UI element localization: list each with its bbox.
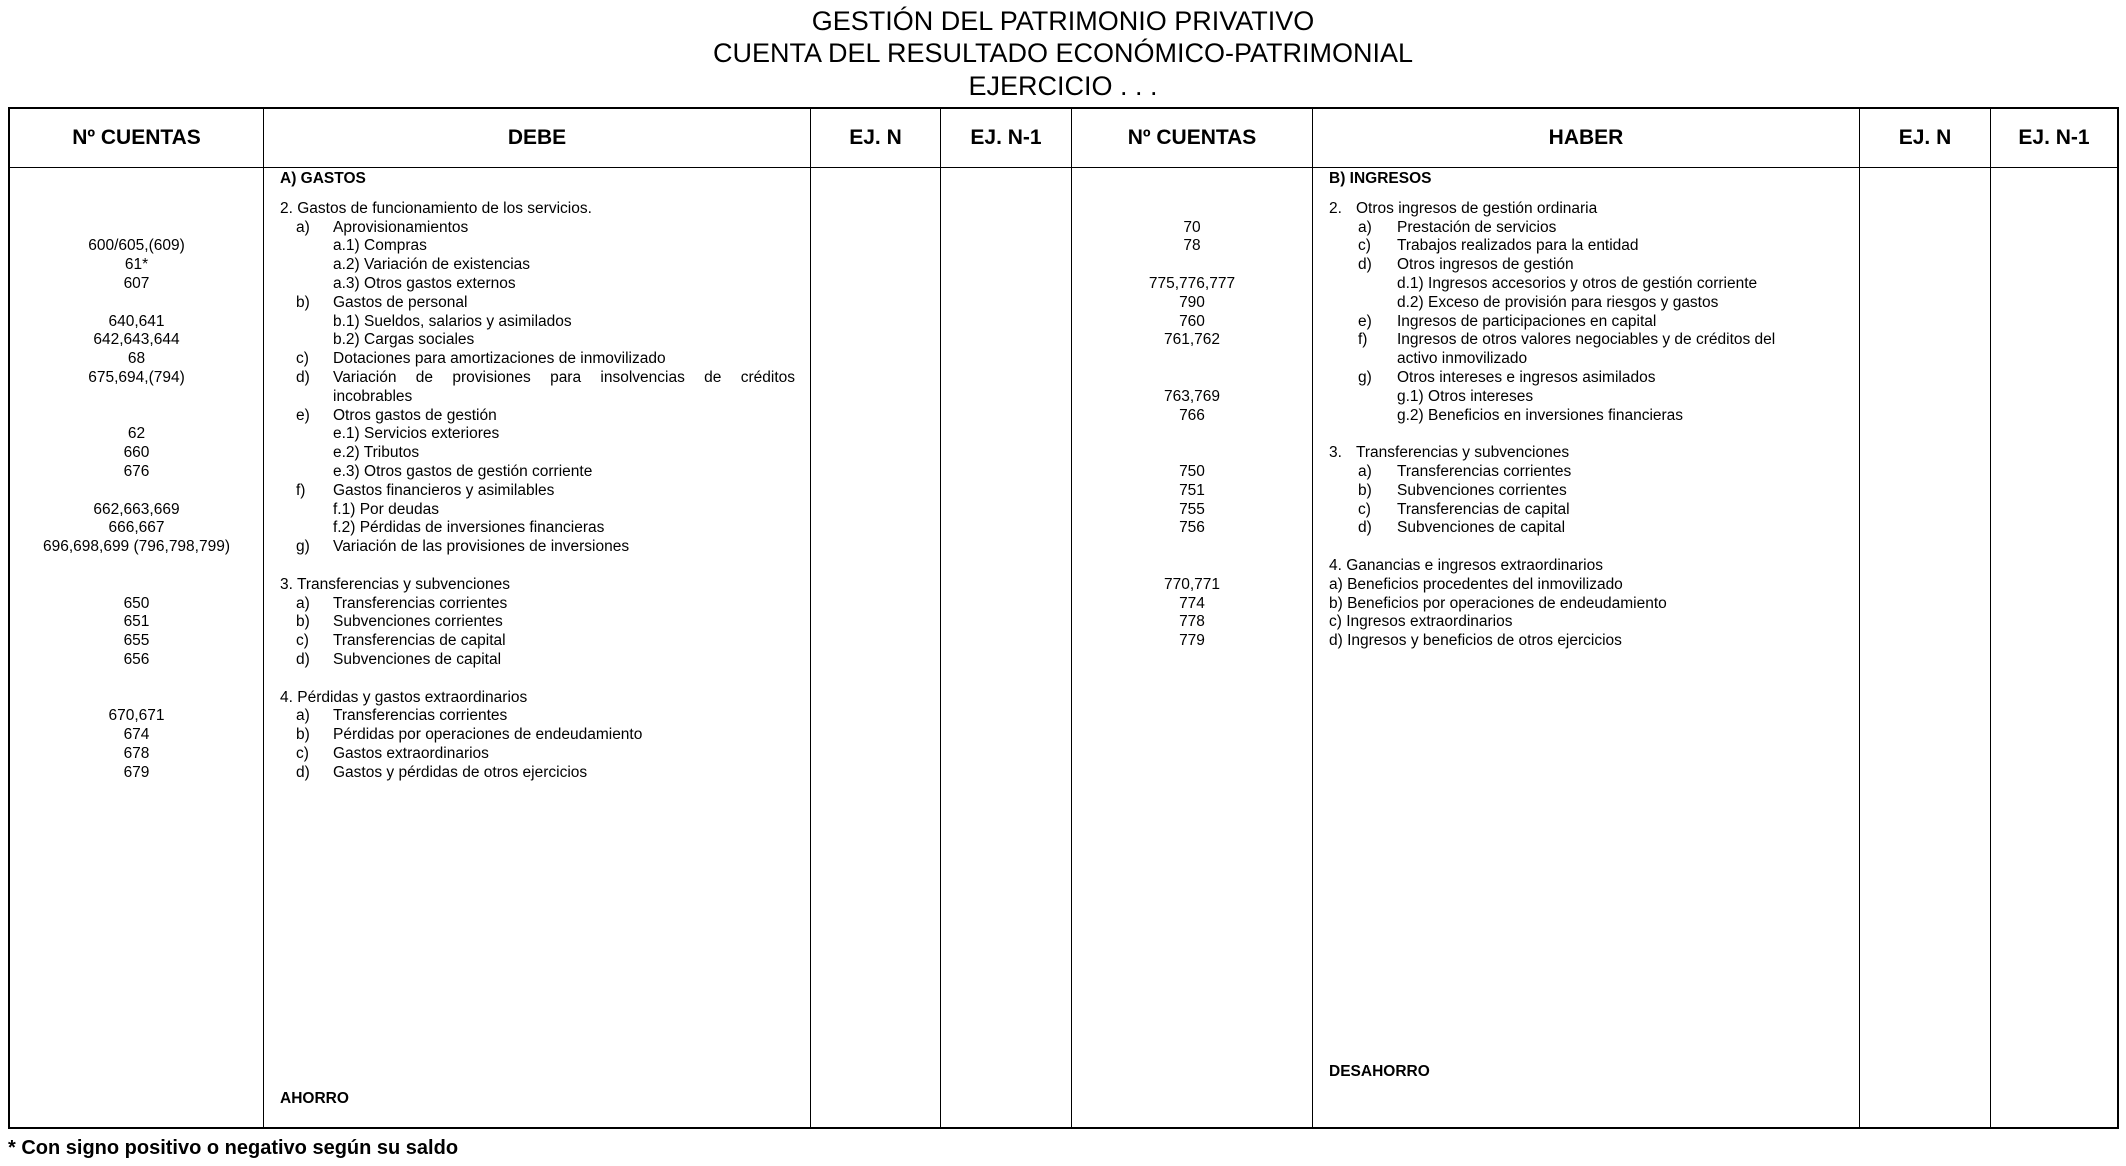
- haber-line-item: g.2) Beneficios en inversiones financieras: [1397, 406, 1684, 424]
- debe-line-item: 4. Pérdidas y gastos extraordinarios: [280, 688, 528, 706]
- debe-account-code: 68: [127, 350, 146, 368]
- haber-account-code: 775,776,777: [1148, 275, 1236, 292]
- haber-line-item: Subvenciones corrientes: [1397, 481, 1567, 499]
- debe-item-marker: b): [296, 726, 310, 744]
- debe-line-item: Pérdidas por operaciones de endeudamiento: [333, 726, 643, 744]
- debe-item-marker: c): [296, 745, 309, 762]
- haber-account-code: 70: [1183, 218, 1201, 236]
- debe-line-item: f.2) Pérdidas de inversiones financieras: [333, 519, 605, 537]
- haber-line-item: Otros ingresos de gestión ordinaria: [1356, 199, 1598, 217]
- debe-account-code: 662,663,669: [93, 500, 180, 518]
- haber-line-item: Ingresos de otros valores negociables y de créditos del: [1397, 331, 1776, 349]
- haber-account-code: 751: [1179, 481, 1205, 499]
- debe-account-code: 678: [123, 745, 150, 762]
- debe-line-item: b.1) Sueldos, salarios y asimilados: [333, 312, 572, 330]
- debe-account-code: 655: [123, 632, 150, 650]
- haber-account-code: 766: [1179, 406, 1205, 424]
- debe-account-code: 660: [123, 444, 150, 462]
- debe-account-code: 676: [123, 463, 150, 480]
- debe-account-code: 640,641: [108, 312, 165, 330]
- haber-line-item: Otros ingresos de gestión: [1397, 256, 1574, 274]
- header-ej-n-haber: EJ. N: [1898, 126, 1952, 149]
- haber-line-item: Otros intereses e ingresos asimilados: [1397, 369, 1656, 386]
- haber-line-item: Prestación de servicios: [1397, 218, 1557, 236]
- debe-line-item: Variación de las provisiones de inversiones: [333, 538, 630, 556]
- debe-line-item: Gastos de personal: [333, 293, 468, 311]
- header-cuentas-haber: Nº CUENTAS: [1127, 126, 1257, 149]
- header-haber: HABER: [1548, 126, 1624, 149]
- header-divider: [8, 167, 2119, 168]
- debe-item-marker: a): [296, 707, 310, 725]
- haber-line-item: c) Ingresos extraordinarios: [1329, 613, 1513, 631]
- debe-line-item: 3. Transferencias y subvenciones: [280, 575, 511, 593]
- debe-account-code: 607: [123, 275, 150, 292]
- haber-line-item: Trabajos realizados para la entidad: [1397, 237, 1639, 255]
- haber-line-item: d.1) Ingresos accesorios y otros de gestión corriente: [1397, 275, 1758, 292]
- haber-line-item: activo inmovilizado: [1397, 350, 1528, 368]
- haber-account-code: 770,771: [1163, 575, 1221, 593]
- debe-item-marker: b): [296, 613, 310, 631]
- debe-section-title: A) GASTOS: [280, 170, 366, 187]
- haber-item-marker: b): [1358, 481, 1372, 499]
- haber-line-item: Transferencias y subvenciones: [1356, 444, 1570, 462]
- header-ej-n1-haber: EJ. N-1: [2018, 126, 2090, 149]
- debe-item-marker: d): [296, 651, 310, 668]
- debe-line-item: Subvenciones de capital: [333, 651, 502, 668]
- debe-item-marker: f): [296, 481, 306, 499]
- haber-item-marker: 2.: [1329, 199, 1342, 217]
- debe-line-item: Gastos extraordinarios: [333, 745, 489, 762]
- debe-line-item: Transferencias corrientes: [333, 707, 508, 725]
- debe-account-code: 674: [123, 726, 150, 744]
- column-divider: [1312, 107, 1313, 1129]
- doc-period: EJERCICIO . . .: [968, 71, 1158, 101]
- column-divider: [1859, 107, 1860, 1129]
- debe-line-item: Variación de provisiones para insolvencias de créditos: [333, 369, 795, 386]
- debe-line-item: b.2) Cargas sociales: [333, 331, 475, 349]
- debe-item-marker: b): [296, 293, 310, 311]
- haber-account-code: 78: [1183, 237, 1201, 255]
- haber-account-code: 779: [1179, 632, 1205, 650]
- debe-account-code: 651: [123, 613, 150, 631]
- haber-account-code: 778: [1179, 613, 1205, 631]
- debe-line-item: 2. Gastos de funcionamiento de los servicios.: [280, 199, 592, 217]
- haber-line-item: b) Beneficios por operaciones de endeudamiento: [1329, 594, 1667, 612]
- debe-line-item: Subvenciones corrientes: [333, 613, 503, 631]
- doc-subtitle: CUENTA DEL RESULTADO ECONÓMICO-PATRIMONIAL: [712, 38, 1414, 68]
- column-divider: [940, 107, 941, 1129]
- haber-item-marker: e): [1358, 312, 1372, 330]
- debe-line-item: a.3) Otros gastos externos: [333, 275, 516, 292]
- debe-account-code: 675,694,(794): [88, 369, 185, 386]
- haber-account-code: 750: [1179, 463, 1205, 480]
- debe-item-marker: d): [296, 369, 310, 386]
- ahorro-label: AHORRO: [280, 1090, 349, 1107]
- debe-account-code: 61*: [124, 256, 149, 274]
- debe-account-code: 62: [127, 425, 146, 443]
- debe-account-code: 656: [123, 651, 150, 668]
- haber-line-item: d) Ingresos y beneficios de otros ejercicios: [1329, 632, 1622, 650]
- haber-item-marker: a): [1358, 218, 1372, 236]
- debe-item-marker: e): [296, 406, 310, 424]
- debe-account-code: 642,643,644: [93, 331, 180, 349]
- debe-line-item: a.1) Compras: [333, 237, 427, 255]
- debe-item-marker: a): [296, 218, 310, 236]
- haber-item-marker: 3.: [1329, 444, 1342, 462]
- header-debe: DEBE: [507, 126, 567, 149]
- haber-item-marker: a): [1358, 463, 1372, 480]
- account-table: [8, 107, 2119, 1129]
- debe-account-code: 666,667: [108, 519, 165, 537]
- debe-line-item: Gastos y pérdidas de otros ejercicios: [333, 763, 588, 781]
- haber-line-item: Transferencias de capital: [1397, 500, 1570, 518]
- debe-line-item: Dotaciones para amortizaciones de inmovilizado: [333, 350, 666, 368]
- haber-account-code: 755: [1179, 500, 1205, 518]
- debe-line-item: Transferencias corrientes: [333, 594, 508, 612]
- haber-account-code: 760: [1179, 312, 1205, 330]
- haber-item-marker: g): [1358, 369, 1372, 386]
- debe-line-item: Gastos financieros y asimilables: [333, 481, 555, 499]
- debe-item-marker: d): [296, 763, 310, 781]
- haber-item-marker: f): [1358, 331, 1368, 349]
- haber-line-item: Subvenciones de capital: [1397, 519, 1566, 537]
- debe-item-marker: g): [296, 538, 310, 556]
- debe-line-item: e.1) Servicios exteriores: [333, 425, 500, 443]
- debe-line-item: Otros gastos de gestión: [333, 406, 497, 424]
- debe-item-marker: c): [296, 350, 309, 368]
- haber-item-marker: c): [1358, 500, 1371, 518]
- haber-item-marker: d): [1358, 519, 1372, 537]
- debe-line-item: Transferencias de capital: [333, 632, 506, 650]
- header-cuentas-debe: Nº CUENTAS: [72, 126, 201, 149]
- debe-account-code: 650: [123, 594, 150, 612]
- header-ej-n-debe: EJ. N: [849, 126, 902, 149]
- haber-account-code: 763,769: [1163, 387, 1221, 405]
- footnote: * Con signo positivo o negativo según su saldo: [8, 1137, 459, 1159]
- haber-account-code: 790: [1179, 293, 1205, 311]
- haber-line-item: g.1) Otros intereses: [1397, 387, 1534, 405]
- debe-item-marker: c): [296, 632, 309, 650]
- haber-line-item: 4. Ganancias e ingresos extraordinarios: [1329, 557, 1603, 574]
- debe-account-code: 696,698,699 (796,798,799): [42, 538, 231, 556]
- haber-item-marker: c): [1358, 237, 1371, 255]
- doc-title: GESTIÓN DEL PATRIMONIO PRIVATIVO: [811, 6, 1315, 36]
- haber-line-item: d.2) Exceso de provisión para riesgos y gastos: [1397, 293, 1719, 311]
- debe-account-code: 600/605,(609): [88, 237, 185, 255]
- haber-section-title: B) INGRESOS: [1329, 170, 1432, 187]
- column-divider: [810, 107, 811, 1129]
- debe-line-item: e.2) Tributos: [333, 444, 420, 462]
- haber-line-item: Ingresos de participaciones en capital: [1397, 312, 1657, 330]
- debe-line-item: Aprovisionamientos: [333, 218, 469, 236]
- column-divider: [263, 107, 264, 1129]
- haber-account-code: 761,762: [1163, 331, 1221, 349]
- debe-line-item: e.3) Otros gastos de gestión corriente: [333, 463, 593, 480]
- debe-line-item: incobrables: [333, 387, 413, 405]
- debe-item-marker: a): [296, 594, 310, 612]
- debe-line-item: f.1) Por deudas: [333, 500, 439, 518]
- desahorro-label: DESAHORRO: [1329, 1063, 1430, 1080]
- debe-account-code: 670,671: [108, 707, 165, 725]
- haber-line-item: a) Beneficios procedentes del inmovilizado: [1329, 575, 1623, 593]
- haber-item-marker: d): [1358, 256, 1372, 274]
- header-ej-n1-debe: EJ. N-1: [970, 126, 1042, 149]
- haber-account-code: 756: [1179, 519, 1205, 537]
- haber-line-item: Transferencias corrientes: [1397, 463, 1572, 480]
- debe-account-code: 679: [123, 763, 150, 781]
- column-divider: [1990, 107, 1991, 1129]
- debe-line-item: a.2) Variación de existencias: [333, 256, 531, 274]
- haber-account-code: 774: [1179, 594, 1205, 612]
